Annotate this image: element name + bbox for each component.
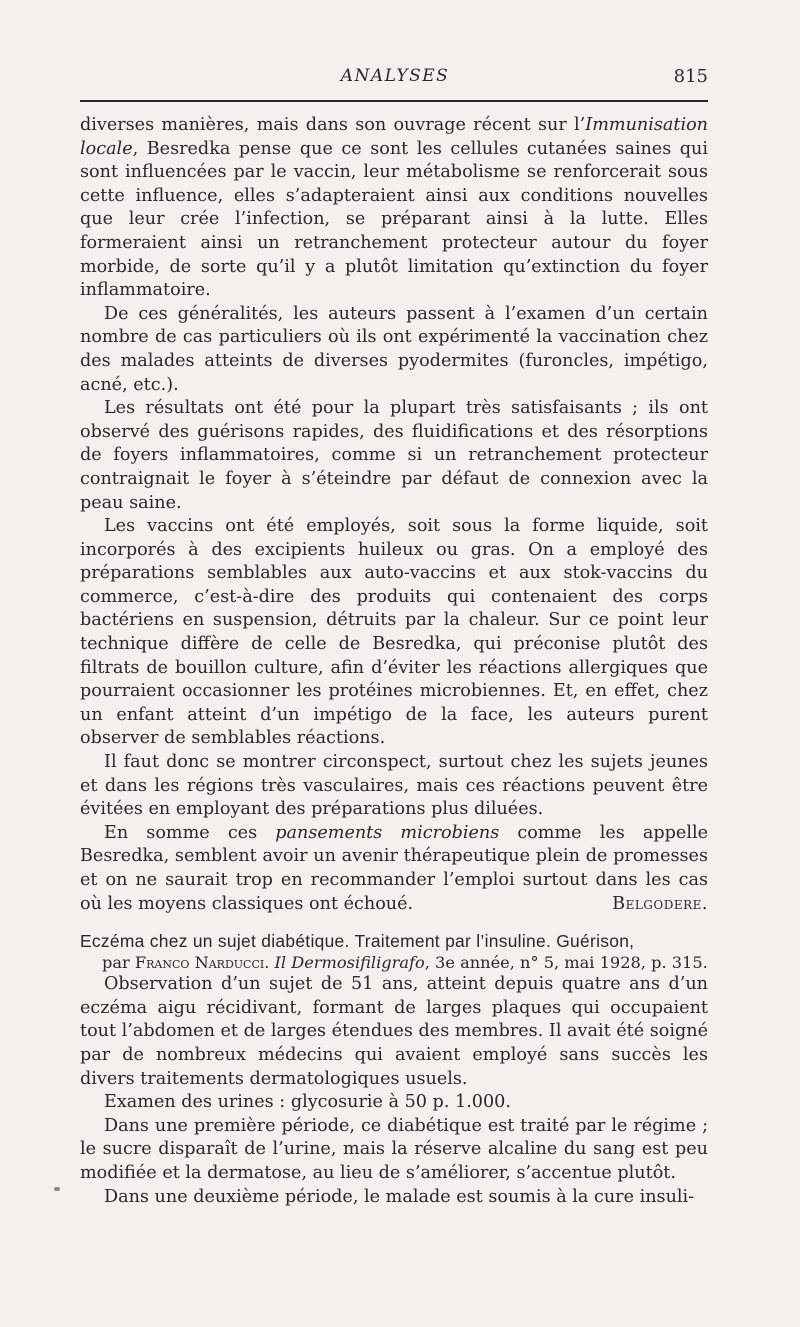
paragraph — [80, 822, 708, 916]
running-head: ANALYSES — [340, 66, 450, 86]
paper-mark — [54, 1187, 60, 1191]
article-body — [80, 114, 708, 1209]
italic-term: pansements microbiens — [275, 822, 500, 843]
byline — [80, 952, 708, 973]
text-run: diverses manières, mais dans son ouvrage récent sur l’ — [80, 115, 586, 135]
italic-title: Immunisation locale — [80, 115, 708, 159]
paragraph: Les vaccins ont été employés, soit sous la forme liquide, soit incorporés à des excipients huileux ou gras. On a employé des préparations semblables aux auto-vaccins et aux stok-vaccins du commerce, c’est-à-dire des produits qui contenaient des corps bactériens en suspension, détruits par la chaleur. Sur ce point leur technique diffère de celle de Besredka, qui préconise plutôt des filtrats de bouillon culture, afin d’éviter les réactions allergiques que pourraient occasionner les protéines microbiennes. Et, en effet, chez un enfant atteint d’un impétigo de la face, les auteurs purent observer de semblables réactions. — [80, 516, 708, 749]
text-run: En somme ces — [104, 822, 276, 843]
paragraph: Examen des urines : glycosurie à 50 p. 1.000. — [104, 1092, 511, 1113]
paragraph: Dans une première période, ce diabétique est traité par le régime ; le sucre disparaît de l’urine, mais la réserve alcaline du sang est peu modifiée et la dermatose, au lieu de s’améliorer, s’accentue plutôt. — [80, 1115, 708, 1183]
byline-separator: . — [264, 953, 275, 973]
paragraph: Observation d’un sujet de 51 ans, atteint depuis quatre ans d’un eczéma aigu récidivant, formant de larges plaques qui occupaient tout l’abdomen et de larges étendues des membres. Il avait été soigné par de nombreux médecins qui avaient employé sans succès les divers traitements dermatologiques usuels. — [80, 974, 709, 1089]
header-rule — [80, 100, 708, 102]
byline-prefix: par — [102, 953, 135, 973]
page-number: 815 — [673, 66, 708, 87]
paragraph: Dans une deuxième période, le malade est soumis à la cure insuli- — [104, 1186, 695, 1207]
text-run: , Besredka pense que ce sont les cellules cutanées saines qui sont influencées par le vaccin, leur métabolisme se renforcerait sous cette influence, elles s’adapteraient ainsi aux conditions nouvelles que leur crée l’infection, se préparant ainsi à la lutte. Elles formeraient ainsi un retranchement protecteur autour du foyer morbide, de sorte qu’il y a plutôt limitation qu’extinction du foyer inflammatoire. — [80, 138, 708, 301]
article-title: Eczéma chez un sujet diabétique. Traitement par l’insuline. Guérison, — [80, 931, 635, 952]
page-header — [80, 66, 710, 92]
text-run: comme les appelle Besredka, semblent avoir un avenir thérapeutique plein de promesses et on ne saurait trop en recommander l’emploi surtout dans les cas où les moyens classiques ont échoué. — [80, 822, 708, 914]
journal-name: Il Dermosifiligrafo — [274, 953, 425, 973]
citation: , 3e année, n° 5, mai 1928, p. 315. — [424, 953, 708, 973]
author-name: Franco Narducci — [134, 953, 265, 973]
paragraph — [80, 114, 708, 303]
paragraph: Il faut donc se montrer circonspect, surtout chez les sujets jeunes et dans les régions très vasculaires, mais ces réactions peuvent être évitées en employant des préparations plus diluées. — [80, 752, 708, 820]
signature: Belgodere. — [612, 893, 708, 914]
paragraph: Les résultats ont été pour la plupart très satisfaisants ; ils ont observé des guérisons rapides, des fluidifications et des résorptions de foyers inflammatoires, comme si un retranchement protecteur contraignait le foyer à s’éteindre par défaut de connexion avec la peau saine. — [80, 398, 708, 513]
paragraph: De ces généralités, les auteurs passent à l’examen d’un certain nombre de cas particuliers où ils ont expérimenté la vaccination chez des malades atteints de diverses pyodermites (furoncles, impétigo, acné, etc.). — [80, 303, 708, 395]
